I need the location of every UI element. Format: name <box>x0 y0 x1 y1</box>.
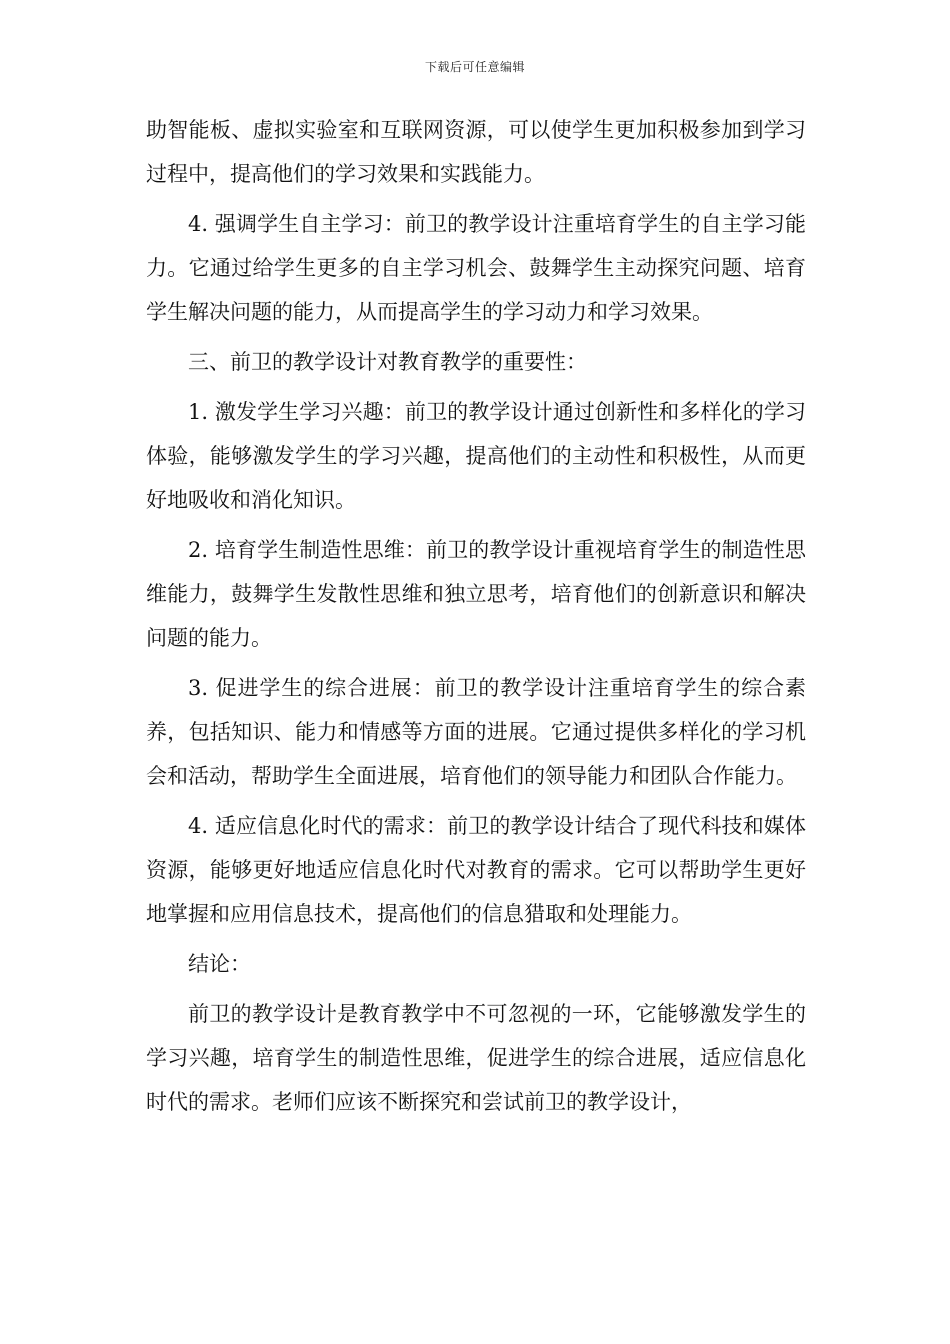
paragraph-point-2-creative-thinking: 2. 培育学生制造性思维：前卫的教学设计重视培育学生的制造性思维能力，鼓舞学生发散性思维和独立思考，培育他们的创新意识和解决问题的能力。 <box>146 538 806 650</box>
document-body <box>146 108 806 1130</box>
paragraph-point-4-self-learning: 4. 强调学生自主学习：前卫的教学设计注重培育学生的自主学习能力。它通过给学生更多的自主学习机会、鼓舞学生主动探究问题、培育学生解决问题的能力，从而提高学生的学习动力和学习效果。 <box>146 212 806 324</box>
conclusion-heading: 结论： <box>188 952 251 976</box>
paragraph-point-4-information-age: 4. 适应信息化时代的需求：前卫的教学设计结合了现代科技和媒体资源，能够更好地适应信息化时代对教育的需求。它可以帮助学生更好地掌握和应用信息技术，提高他们的信息猎取和处理能力。 <box>146 814 806 926</box>
header-note: 下载后可任意编辑 <box>424 60 525 74</box>
paragraph-conclusion: 前卫的教学设计是教育教学中不可忽视的一环，它能够激发学生的学习兴趣，培育学生的制造性思维，促进学生的综合进展，适应信息化时代的需求。老师们应该不断探究和尝试前卫的教学设计， <box>146 1002 806 1114</box>
paragraph-point-3-comprehensive-development: 3. 促进学生的综合进展：前卫的教学设计注重培育学生的综合素养，包括知识、能力和情感等方面的进展。它通过提供多样化的学习机会和活动，帮助学生全面进展，培育他们的领导能力和团队合作能力。 <box>146 676 806 788</box>
paragraph-point-1-interest: 1. 激发学生学习兴趣：前卫的教学设计通过创新性和多样化的学习体验，能够激发学生的学习兴趣，提高他们的主动性和积极性，从而更好地吸收和消化知识。 <box>146 400 806 512</box>
section-heading-importance: 三、前卫的教学设计对教育教学的重要性： <box>188 350 587 374</box>
paragraph-continuation: 助智能板、虚拟实验室和互联网资源，可以使学生更加积极参加到学习过程中，提高他们的学习效果和实践能力。 <box>146 118 806 186</box>
